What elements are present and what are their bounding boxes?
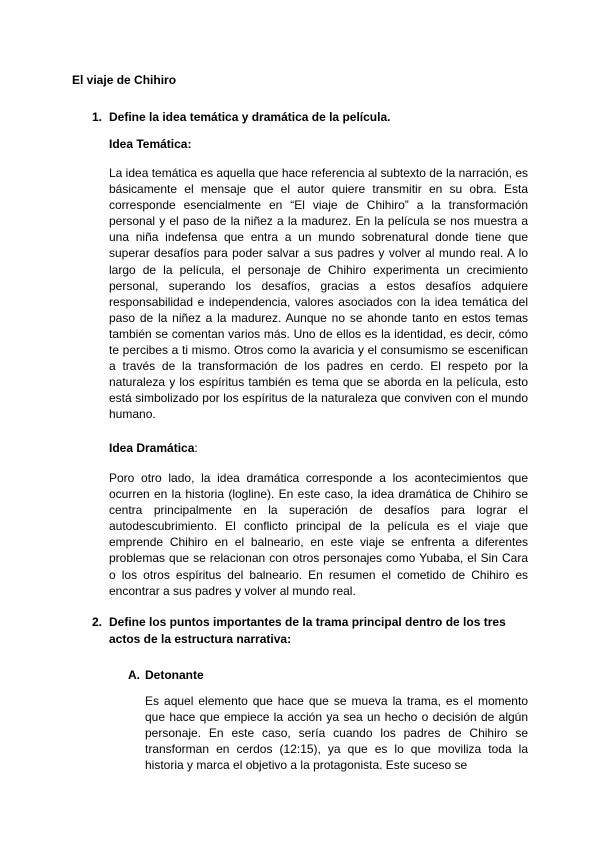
section-a-letter: A. — [128, 668, 140, 682]
question-2-text: Define los puntos importantes de la trama principal dentro de los tres actos de la estructura narrativa: — [109, 615, 506, 646]
idea-dramatica-heading-colon: : — [194, 441, 198, 455]
section-a-heading — [128, 668, 204, 682]
question-2-number: 2. — [92, 615, 103, 629]
section-a-title: Detonante — [145, 668, 204, 682]
idea-dramatica-heading — [109, 441, 198, 455]
idea-dramatica-heading-text: Idea Dramática — [109, 441, 195, 455]
section-a-paragraph: Es aquel elemento que hace que se mueva la trama, es el momento que hace que empiece la acción ya sea un hecho o decisión de algún personaje. En este caso, sería cuando los padres de Chihiro se transforman en cerdos (12:15), ya que es lo que moviliza toda la historia y marca el objetivo a la protagonista. Este suceso se — [145, 694, 528, 773]
idea-tematica-paragraph: La idea temática es aquella que hace referencia al subtexto de la narración, es básicamente el mensaje que el autor quiere transmitir en su obra. Esta corresponde esencialmente en “El viaje de Chihiro” a la transformación personal y el paso de la niñez a la madurez. En la película se nos muestra a una niña indefensa que entra a un mundo sobrenatural donde tiene que superar desafíos para poder salvar a sus padres y volver al mundo real. A lo largo de la película, el personaje de Chihiro experimenta un crecimiento personal, superando los desafíos, gracias a estos desafíos adquiere responsabilidad e independencia, valores asociados con la idea temática del paso de la niñez a la madurez. Aunque no se ahonde tanto en estos temas también se comentan varios más. Uno de ellos es la identidad, es decir, cómo te percibes a ti mismo. Otros como la avaricia y el consumismo se escenifican a través de la transformación de los padres en cerdo. El respeto por la naturaleza y los espíritus también es tema que se aborda en la película, esto está simbolizado por los espíritus de la naturaleza que conviven con el mundo humano. — [109, 166, 528, 422]
question-1-number: 1. — [92, 110, 103, 124]
question-1 — [92, 109, 528, 126]
idea-tematica-heading: Idea Temática: — [109, 137, 192, 151]
idea-dramatica-paragraph: Poro otro lado, la idea dramática corresponde a los acontecimientos que ocurren en la historia (logline). En este caso, la idea dramática de Chihiro se centra principalmente en la superación de desafíos para lograr el autodescubrimiento. El conflicto principal de la película es el viaje que emprende Chihiro en el balneario, en este viaje se enfrenta a diferentes problemas que se relacionan con otros personajes como Yubaba, el Sin Cara o los otros espíritus del balneario. En resumen el cometido de Chihiro es encontrar a sus padres y volver al mundo real. — [109, 471, 528, 598]
document-title: El viaje de Chihiro — [72, 73, 177, 87]
question-2 — [92, 614, 528, 648]
question-1-text: Define la idea temática y dramática de la película. — [109, 110, 391, 124]
